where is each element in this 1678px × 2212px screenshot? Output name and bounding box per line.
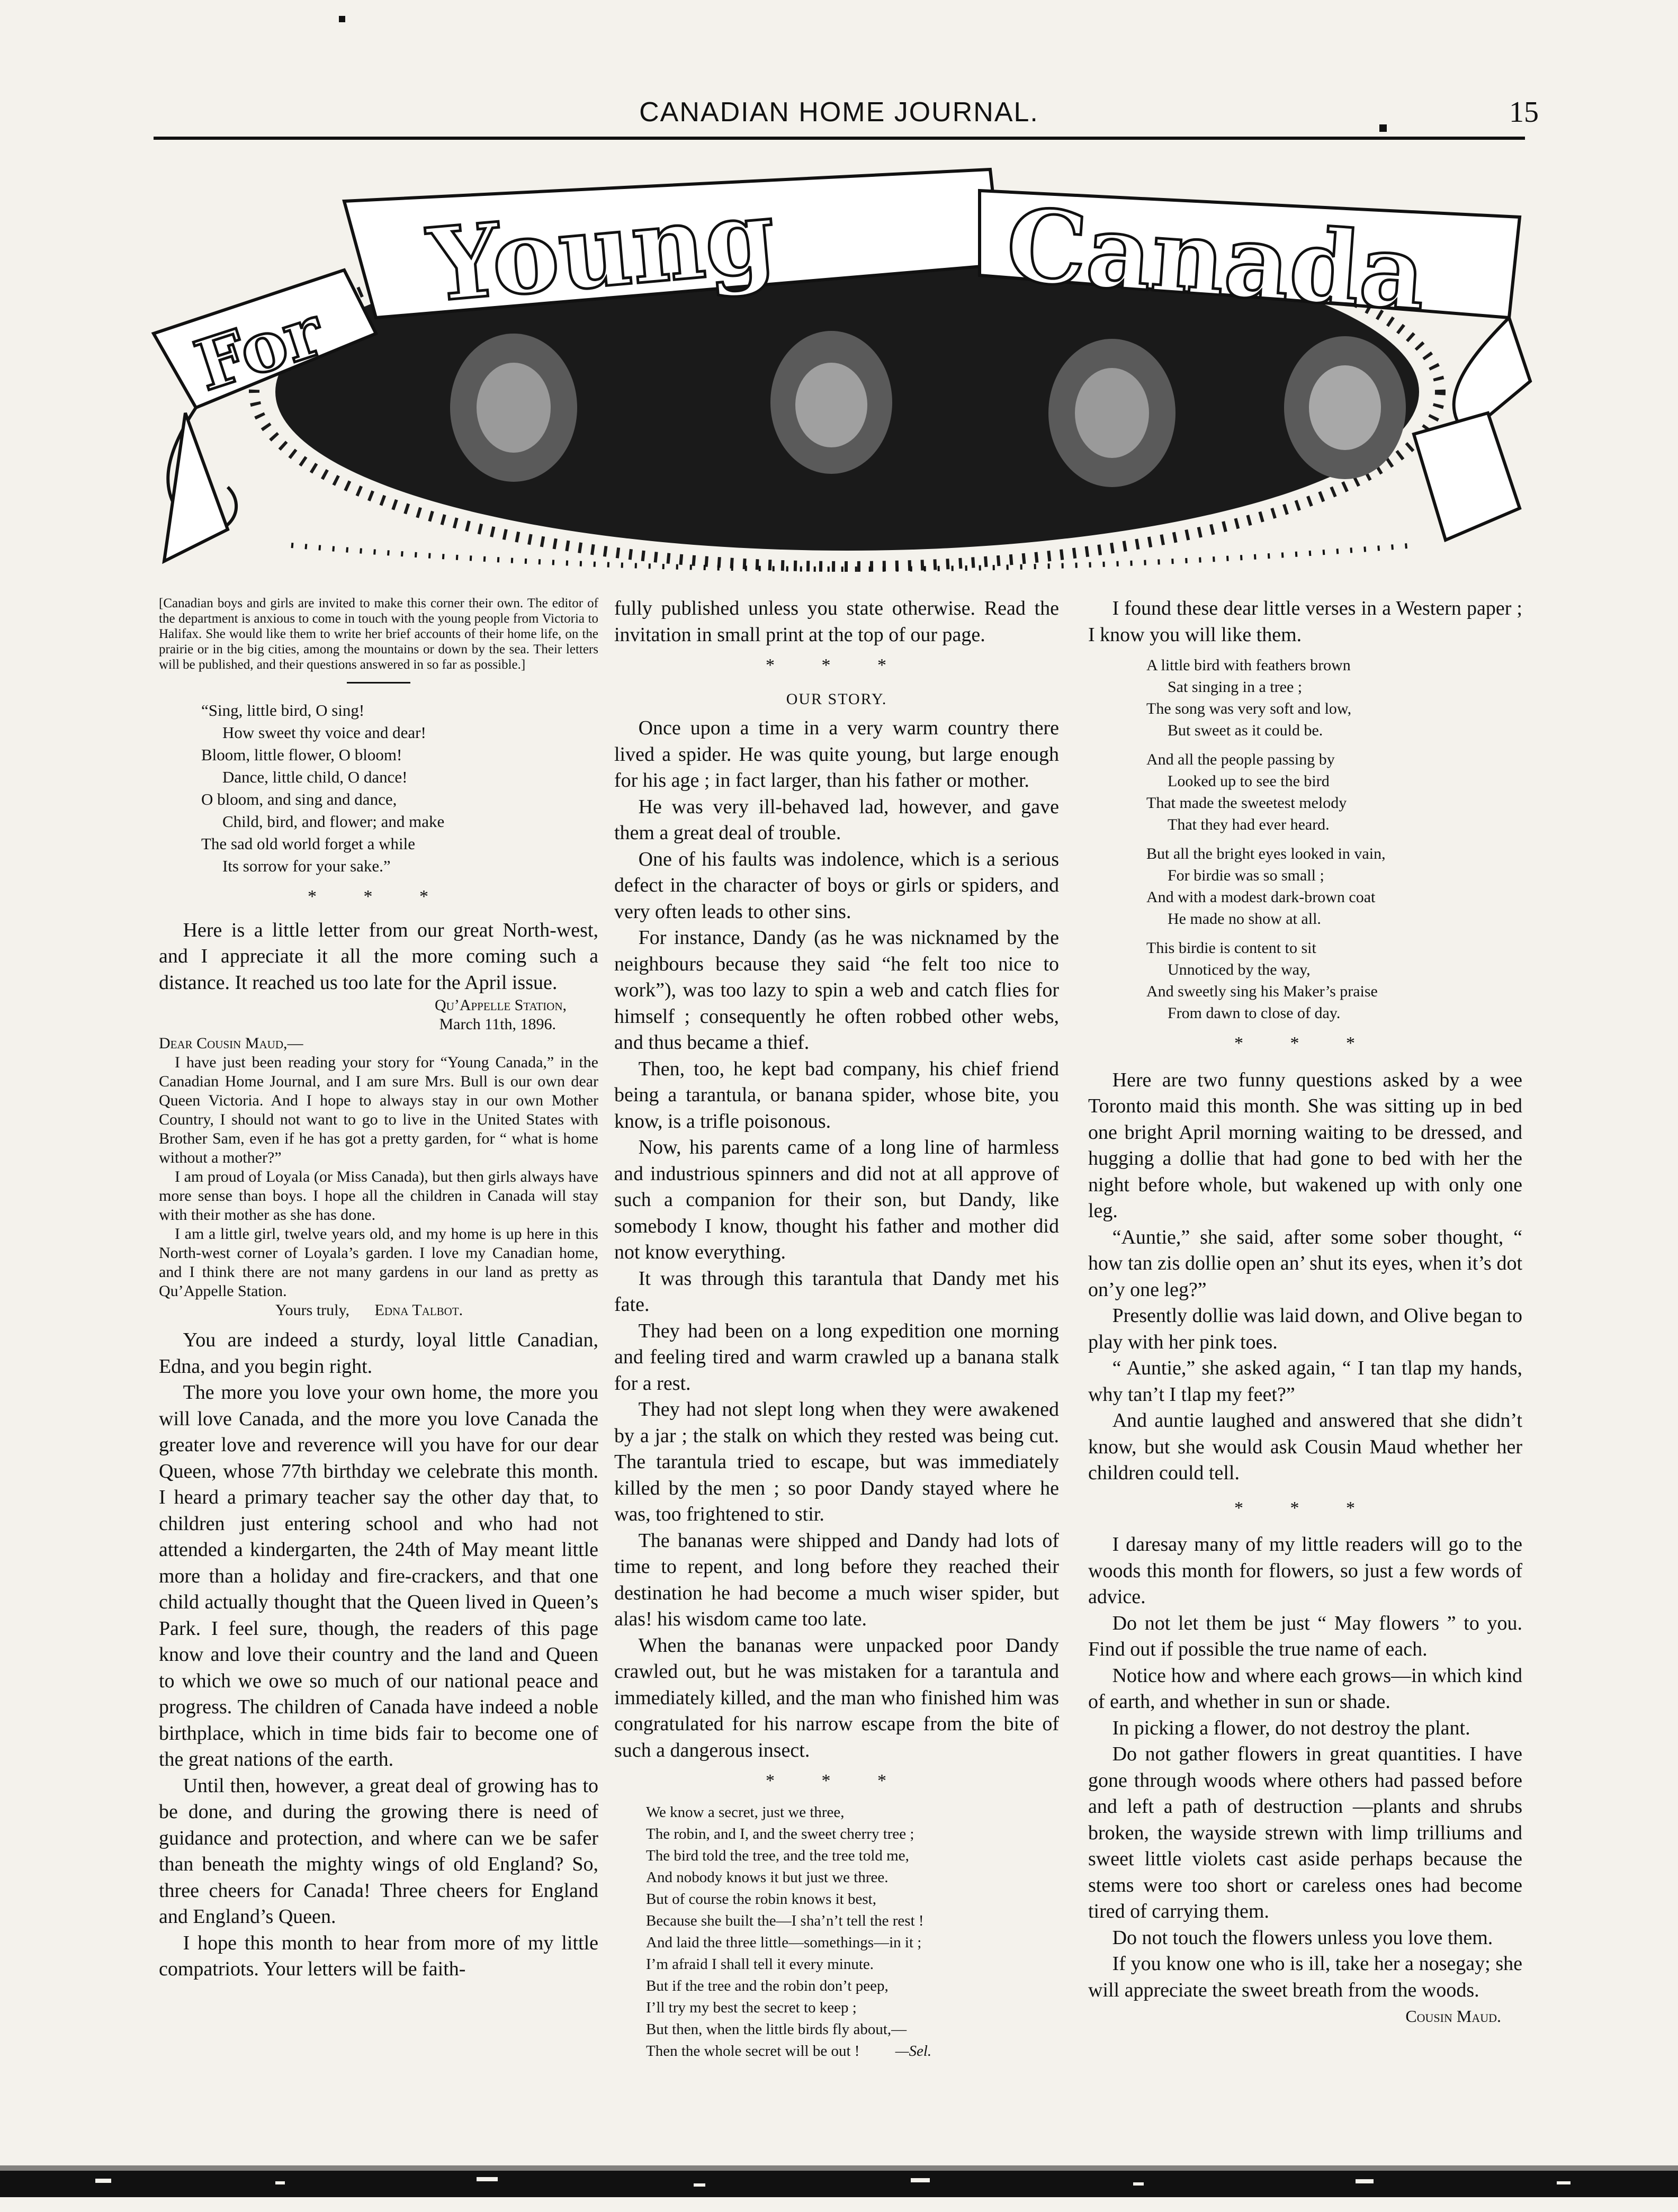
page-number: 15 xyxy=(1509,96,1539,129)
paragraph: Do not touch the flowers unless you love them. xyxy=(1112,1926,1493,1949)
paragraph: The more you love your own home, the more you will love Canada, and the more you love Canada the greater love and reverence will you have for our dear Queen, whose 77th birthday we celebrate this month. I heard a primary teacher say the other day that, to children just entering school and who had not attended a kindergarten, the 24th of May meant little more than a holiday and fire-crackers, and that one child actually thought that the Queen lived in Queen’s Park. I feel sure, though, the readers of this page know and love their country and the land and Queen to which we owe so much of our national peace and progress. The children of Canada have indeed a noble birthplace, which in time bids fair to become one of the great nations of the earth. xyxy=(159,1381,598,1770)
poem-line xyxy=(646,2040,1059,2062)
poem-line: Looked up to see the bird xyxy=(1168,772,1330,790)
paragraph: I hope this month to hear from more of my little compatriots. Your letters will be faith- xyxy=(159,1931,598,1980)
letter-paragraph: I am proud of Loyala (or Miss Canada), but then girls always have more sense than boys. I hope all the children in Canada will stay with their mother as she has done. xyxy=(159,1168,598,1224)
poem-last-line: Then the whole secret will be out ! xyxy=(646,2042,860,2060)
poem-line: That made the sweetest melody xyxy=(1146,794,1347,812)
poem-line: How sweet thy voice and dear! xyxy=(222,723,426,742)
section-stars: * * * xyxy=(766,655,908,675)
letter-paragraph: I am a little girl, twelve years old, and my home is up here in this North-west corner of Loyala’s garden. I love my Canadian home, and I think there are not many gardens in our land as pretty as Qu’Appelle Station. xyxy=(159,1225,598,1300)
poem-line: Its sorrow for your sake.” xyxy=(222,857,391,875)
poem-sing-little-bird xyxy=(159,699,598,877)
banner-word-canada: Canada xyxy=(1002,185,1429,333)
story-paragraph: For instance, Dandy (as he was nicknamed by the neighbours because they said “he felt too nice to work”), was too lazy to spin a web and catch flies for himself ; consequently he often robbed other webs, and thus became a thief. xyxy=(614,927,1059,1054)
poem-line: But all the bright eyes looked in vain, xyxy=(1146,845,1386,862)
letter-sign-yours: Yours truly, xyxy=(275,1301,350,1319)
paragraph: Here are two funny questions asked by a wee Toronto maid this month. She was sitting up in bed one bright April morning waiting to be dressed, and hugging a dollie that had gone to bed with her the night before whole, but wakened up with only one leg. xyxy=(1088,1068,1522,1222)
poem-line: Dance, little child, O dance! xyxy=(222,768,408,786)
poem-line: And all the people passing by xyxy=(1146,751,1335,768)
scan-edge-noise xyxy=(0,2150,1678,2208)
divider xyxy=(347,682,410,684)
story-paragraph: It was through this tarantula that Dandy met his fate. xyxy=(614,1267,1059,1316)
poem-line: And nobody knows it but just we three. xyxy=(646,1868,889,1886)
paragraph: Do not let them be just “ May flowers ” to you. Find out if possible the true name of each. xyxy=(1088,1612,1522,1660)
paragraph: Presently dollie was laid down, and Olive began to play with her pink toes. xyxy=(1088,1305,1522,1353)
young-canada-banner xyxy=(132,159,1536,572)
poem-line: That they had ever heard. xyxy=(1168,816,1330,833)
editor-note: [Canadian boys and girls are invited to make this corner their own. The editor of the department is anxious to come in touch with the young people from Victoria to Halifax. She would like them to write her brief accounts of their home life, on the prairie or in the big cities, among the mountains or down by the sea. Their letters will be published, and their questions answered in so far as possible.] xyxy=(159,596,598,672)
story-paragraph: One of his faults was indolence, which is a serious defect in the character of boys or girls or spiders, and very often leads to other sins. xyxy=(614,848,1059,923)
poem-we-know-a-secret xyxy=(614,1802,1059,2062)
poem-line: But then, when the little birds fly about,— xyxy=(646,2020,907,2038)
poem-line: For birdie was so small ; xyxy=(1168,867,1324,884)
banner-word-for: For xyxy=(186,290,332,407)
story-paragraph: The bananas were shipped and Dandy had lots of time to repent, and long before they reached their destination he had become a much wiser spider, but alas! his wisdom came too late. xyxy=(614,1529,1059,1630)
paragraph: fully published unless you state otherwise. Read the invitation in small print at the top of our page. xyxy=(614,597,1059,646)
letter-signature xyxy=(159,1301,598,1320)
section-stars: * * * xyxy=(766,1771,908,1791)
poem-line: The robin, and I, and the sweet cherry tree ; xyxy=(646,1825,914,1842)
poem-line: We know a secret, just we three, xyxy=(646,1803,845,1821)
poem-line: The song was very soft and low, xyxy=(1146,700,1352,717)
story-paragraph: He was very ill-behaved lad, however, and gave them a great deal of trouble. xyxy=(614,795,1059,844)
section-stars: * * * xyxy=(1234,1498,1376,1518)
story-paragraph: Now, his parents came of a long line of harmless and industrious spinners and did not at all approve of such a companion for their son, but Dandy, like somebody I know, thought his father and mother did not know everything. xyxy=(614,1136,1059,1263)
poem-line: And with a modest dark-brown coat xyxy=(1146,888,1376,906)
paragraph: I daresay many of my little readers will go to the woods this month for flowers, so just a few words of advice. xyxy=(1088,1533,1522,1608)
poem-line: Child, bird, and flower; and make xyxy=(222,812,445,831)
poem-line: Sat singing in a tree ; xyxy=(1168,678,1303,696)
poem-line: O bloom, and sing and dance, xyxy=(201,790,397,808)
paragraph: Here is a little letter from our great North-west, and I appreciate it all the more coming such a distance. It reached us too late for the April issue. xyxy=(159,919,598,994)
signature: Cousin Maud. xyxy=(1405,2007,1501,2026)
column-3 xyxy=(1088,596,1522,2030)
story-paragraph: When the bananas were unpacked poor Dandy crawled out, but he was mistaken for a tarantula and immediately killed, and the man who finished him was congratulated for his narrow escape from the bite of such a dangerous insect. xyxy=(614,1634,1059,1761)
letter-sign-name: Edna Talbot. xyxy=(374,1301,463,1319)
poem-credit: —Sel. xyxy=(895,2042,932,2060)
paragraph: You are indeed a sturdy, loyal little Canadian, Edna, and you begin right. xyxy=(159,1329,598,1378)
poem-line: Bloom, little flower, O bloom! xyxy=(201,745,402,764)
poem-line: But sweet as it could be. xyxy=(1168,722,1323,739)
paragraph: Notice how and where each grows—in which kind of earth, and whether in sun or shade. xyxy=(1088,1664,1522,1713)
poem-line: I’m afraid I shall tell it every minute. xyxy=(646,1955,874,1973)
story-paragraph: Once upon a time in a very warm country there lived a spider. He was quite young, but large enough for his age ; in fact larger, than his father or mother. xyxy=(614,717,1059,792)
poem-line: But if the tree and the robin don’t peep, xyxy=(646,1977,889,1994)
letter xyxy=(159,996,598,1320)
poem-line: Unnoticed by the way, xyxy=(1168,961,1311,978)
section-stars: * * * xyxy=(1234,1033,1376,1053)
page-title: CANADIAN HOME JOURNAL. xyxy=(639,97,1039,128)
story-paragraph: They had been on a long expedition one morning and feeling tired and warm crawled up a banana stalk for a rest. xyxy=(614,1319,1059,1395)
poem-line: And sweetly sing his Maker’s praise xyxy=(1146,983,1378,1000)
paragraph: In picking a flower, do not destroy the plant. xyxy=(1112,1716,1470,1739)
letter-paragraph: I have just been reading your story for “Young Canada,” in the Canadian Home Journal, and I am sure Mrs. Bull is our own dear Queen Victoria. And I hope to always stay in our own Mother Country, I should not want to go to live in the United States with Brother Sam, even if he has got a pretty garden, for “ what is home without a mother?” xyxy=(159,1054,598,1166)
poem-line: From dawn to close of day. xyxy=(1168,1004,1341,1022)
paragraph: “ Auntie,” she asked again, “ I tan tlap my hands, why tan’t I tlap my feet?” xyxy=(1088,1357,1522,1406)
poem-line: The bird told the tree, and the tree told me, xyxy=(646,1847,909,1864)
paragraph: I found these dear little verses in a Western paper ; I know you will like them. xyxy=(1088,597,1522,646)
poem-line: Because she built the—I sha’n’t tell the rest ! xyxy=(646,1912,924,1929)
paragraph: “Auntie,” she said, after some sober thought, “ how tan zis dollie open an’ shut its eyes, when it’s dot on’y one leg?” xyxy=(1088,1226,1522,1301)
paragraph: Until then, however, a great deal of growing has to be done, and during the growing there is need of guidance and protection, and where can we be safer than beneath the mighty wings of old England? So, three cheers for Canada! Three cheers for England and England’s Queen. xyxy=(159,1774,598,1928)
paragraph: And auntie laughed and answered that she didn’t know, but she would ask Cousin Maud whether her children could tell. xyxy=(1088,1409,1522,1484)
header-rule xyxy=(154,137,1525,140)
paragraph: Do not gather flowers in great quantities. I have gone through woods where others had passed before and left a path of destruction —plants and shrubs broken, the wayside strewn with limp trilliums and sweet little violets cast aside perhaps because the stems were too short or careless ones had become tired of carrying them. xyxy=(1088,1743,1522,1922)
banner-illustration xyxy=(132,159,1536,572)
story-heading: OUR STORY. xyxy=(786,690,887,708)
poem-line: And laid the three little—somethings—in it ; xyxy=(646,1934,922,1951)
story-paragraph: They had not slept long when they were awakened by a jar ; the stalk on which they rested was being cut. The tarantula tried to escape, but was immediately killed by the men ; so poor Dandy stayed where he was, too frightened to stir. xyxy=(614,1398,1059,1525)
poem-little-bird-brown xyxy=(1088,654,1522,1024)
poem-line: But of course the robin knows it best, xyxy=(646,1890,876,1908)
column-2 xyxy=(614,596,1059,2069)
poem-line: This birdie is content to sit xyxy=(1146,939,1316,957)
poem-line: I’ll try my best the secret to keep ; xyxy=(646,1999,857,2016)
poem-line: “Sing, little bird, O sing! xyxy=(201,701,365,720)
letter-date: March 11th, 1896. xyxy=(439,1015,556,1033)
paragraph: If you know one who is ill, take her a nosegay; she will appreciate the sweet breath from the woods. xyxy=(1088,1953,1522,2001)
poem-line: A little bird with feathers brown xyxy=(1146,657,1351,674)
banner-word-young: Young xyxy=(424,176,780,325)
letter-place: Qu’Appelle Station, xyxy=(435,996,567,1014)
section-stars: * * * xyxy=(308,887,450,906)
poem-line: The sad old world forget a while xyxy=(201,834,416,853)
letter-salutation: Dear Cousin Maud,— xyxy=(159,1035,303,1052)
poem-line: He made no show at all. xyxy=(1168,910,1321,928)
column-1 xyxy=(159,596,598,1983)
story-paragraph: Then, too, he kept bad company, his chief friend being a tarantula, or banana spider, whose bite, you know, is a trifle poisonous. xyxy=(614,1057,1059,1132)
running-head xyxy=(0,0,1678,159)
